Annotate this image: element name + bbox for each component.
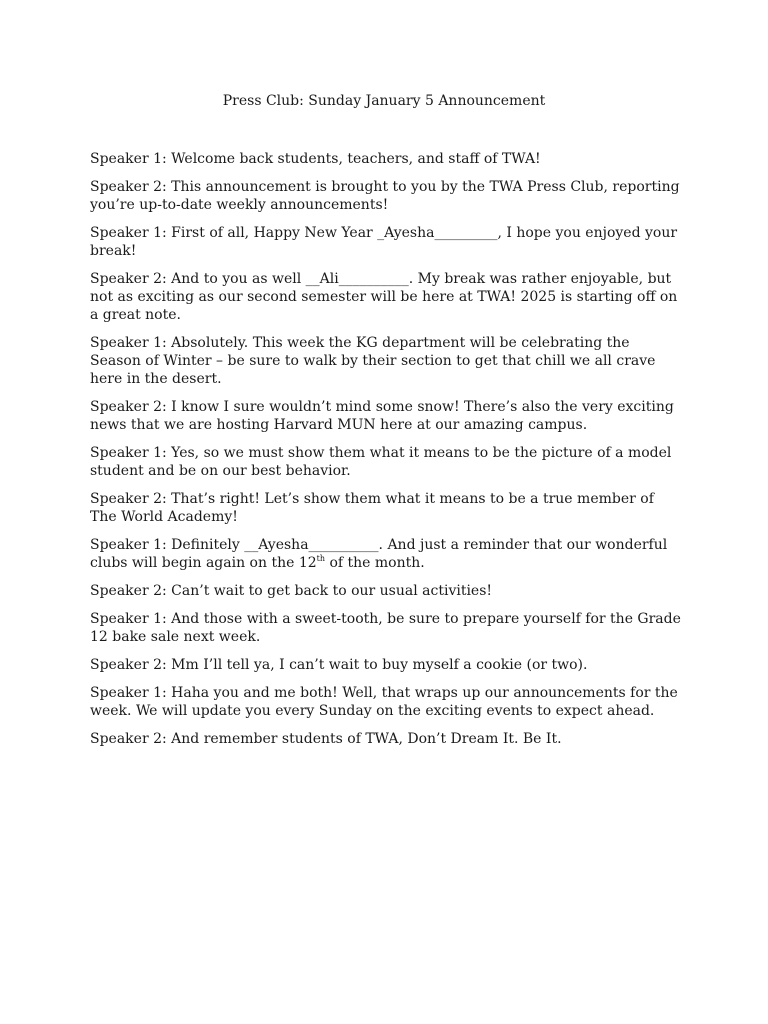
paragraph-motto: Speaker 2: And remember students of TWA, Don’t Dream It. Be It. — [90, 731, 562, 747]
ordinal-suffix: th — [316, 554, 326, 563]
document-body — [90, 150, 682, 758]
paragraph-model-student: Speaker 1: Yes, so we must show them what it means to be the picture of a model student and be on our best behavior. — [90, 445, 672, 479]
paragraph-harvard-mun: Speaker 2: I know I sure wouldn’t mind some snow! There’s also the very exciting news that we are hosting Harvard MUN here at our amazing campus. — [90, 399, 674, 433]
paragraph-world-academy: Speaker 2: That’s right! Let’s show them what it means to be a true member of The World Academy! — [90, 491, 654, 525]
document-title: Press Club: Sunday January 5 Announcement — [222, 93, 546, 109]
paragraph-bake-sale: Speaker 1: And those with a sweet-tooth, be sure to prepare yourself for the Grade 12 bake sale next week. — [90, 611, 681, 645]
paragraph-second-semester: Speaker 2: And to you as well __Ali__________. My break was rather enjoyable, but not as exciting as our second semester will be here at TWA! 2025 is starting off on a great note. — [90, 271, 678, 323]
clubs-text-after: of the month. — [325, 555, 425, 571]
paragraph-happy-new-year: Speaker 1: First of all, Happy New Year _Ayesha_________, I hope you enjoyed your break! — [90, 225, 678, 259]
paragraph-kg-winter: Speaker 1: Absolutely. This week the KG department will be celebrating the Season of Winter – be sure to walk by their section to get that chill we all crave here in the desert. — [90, 335, 656, 387]
paragraph-clubs-reminder — [90, 536, 682, 572]
paragraph-wrap-up: Speaker 1: Haha you and me both! Well, that wraps up our announcements for the week. We will update you every Sunday on the exciting events to expect ahead. — [90, 685, 678, 719]
clubs-text-before: Speaker 1: Definitely __Ayesha__________. And just a reminder that our wonderful clubs will begin again on the 12 — [90, 537, 668, 571]
paragraph-usual-activities: Speaker 2: Can’t wait to get back to our usual activities! — [90, 583, 493, 599]
paragraph-press-club-intro: Speaker 2: This announcement is brought to you by the TWA Press Club, reporting you’re up-to-date weekly announcements! — [90, 179, 680, 213]
paragraph-welcome: Speaker 1: Welcome back students, teachers, and staff of TWA! — [90, 151, 541, 167]
paragraph-cookie: Speaker 2: Mm I’ll tell ya, I can’t wait to buy myself a cookie (or two). — [90, 657, 588, 673]
